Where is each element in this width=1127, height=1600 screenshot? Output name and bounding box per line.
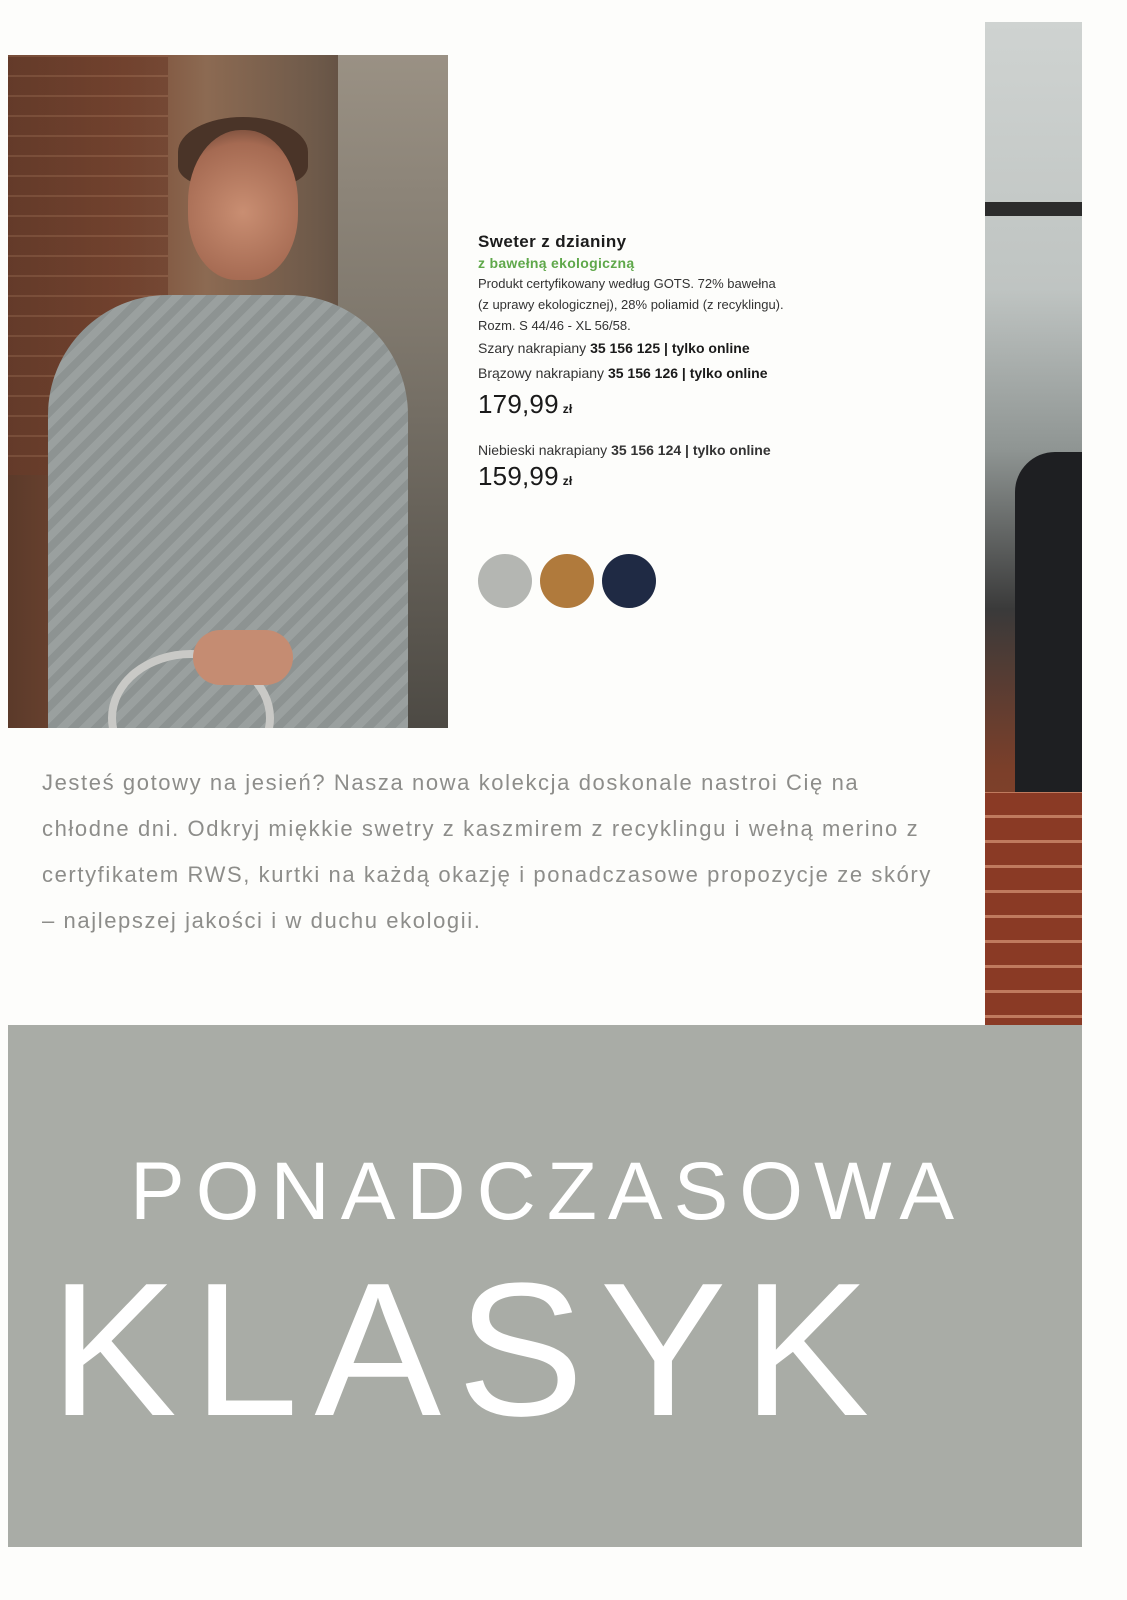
variant-brown <box>478 361 958 386</box>
price-secondary-value: 159,99 <box>478 461 559 491</box>
variant-blue-code: 35 156 124 | tylko online <box>611 442 771 458</box>
description-line: Produkt certyfikowany według GOTS. 72% bawełna <box>478 276 776 291</box>
variant-blue-label: Niebieski nakrapiany <box>478 442 608 458</box>
product-subtitle: z bawełną ekologiczną <box>478 255 635 271</box>
side-photo-window-frame <box>985 202 1082 216</box>
photo-face <box>188 130 298 280</box>
headline-upper: PONADCZASOWA <box>130 1146 966 1237</box>
variant-grey-label: Szary nakrapiany <box>478 340 587 356</box>
headline-lower: KLASYK <box>50 1244 886 1456</box>
variant-blue <box>478 442 958 458</box>
price-primary-value: 179,99 <box>478 389 559 419</box>
product-photo <box>8 55 448 728</box>
price-secondary <box>478 461 958 492</box>
side-photo-strip <box>985 22 1082 1090</box>
description-line: (z uprawy ekologicznej), 28% poliamid (z recyklingu). <box>478 297 784 312</box>
intro-paragraph: Jesteś gotowy na jesień? Nasza nowa kolekcja doskonale nastroi Cię na chłodne dni. Odkryj miękkie swetry z kaszmirem z recyklingu i wełną merino z certyfikatem RWS, kurtki na każdą okazję i ponadczasowe propozycje ze skóry – najlepszej jakości i w duchu ekologii. <box>42 770 932 933</box>
product-info <box>478 232 958 492</box>
variant-brown-label: Brązowy nakrapiany <box>478 365 605 381</box>
color-swatch-brown <box>540 554 594 608</box>
product-name: Sweter z dzianiny <box>478 232 627 251</box>
variant-grey <box>478 336 958 361</box>
photo-hands <box>193 630 293 685</box>
color-swatch-navy <box>602 554 656 608</box>
color-swatch-grey <box>478 554 532 608</box>
price-primary-currency: zł <box>562 402 573 416</box>
variant-grey-code: 35 156 125 | tylko online <box>590 340 750 356</box>
price-secondary-currency: zł <box>562 474 573 488</box>
variant-brown-code: 35 156 126 | tylko online <box>607 365 768 381</box>
product-description <box>478 273 958 336</box>
description-line: Rozm. S 44/46 - XL 56/58. <box>478 318 631 333</box>
price-primary <box>478 389 958 420</box>
